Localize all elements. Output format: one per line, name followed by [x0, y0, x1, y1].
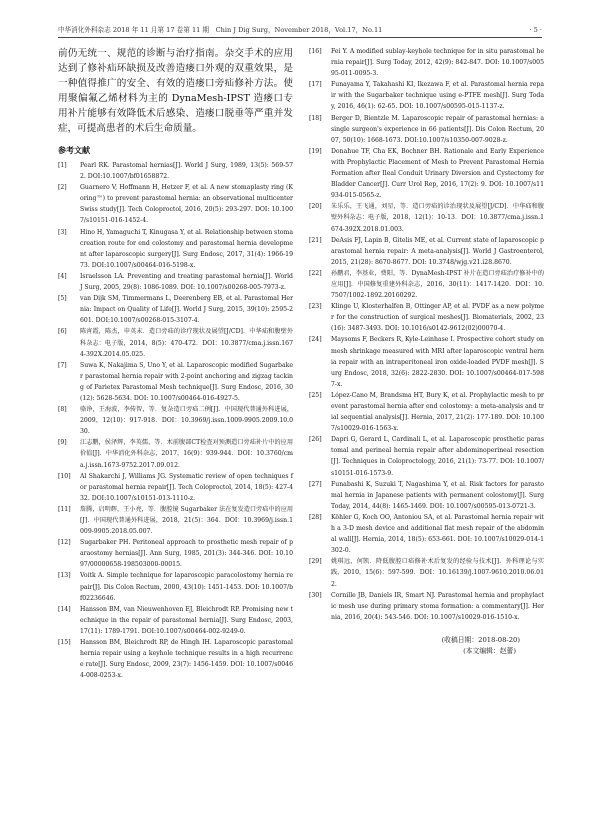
reference-number: [20] — [309, 203, 322, 211]
reference-number: [7] — [58, 361, 67, 369]
reference-item — [309, 79, 544, 112]
reference-item — [58, 360, 293, 404]
reference-item — [58, 570, 293, 603]
reference-number: [23] — [309, 303, 322, 311]
reference-number: [25] — [309, 391, 322, 399]
reference-item — [309, 201, 544, 234]
reference-item — [58, 604, 293, 637]
reference-text: Hansson BM, Bleichrodt RP, de Hingh IH. Laparoscopic parastomal hernia repair using a keyhole technique results in a high recurrence rate[J]. Surg Endosc, 2009, 23(7): 1456-1459. DOI: 10.1007/s00464-008-0253-x. — [80, 639, 293, 680]
reference-number: [30] — [309, 591, 322, 599]
received-date: (收稿日期：2018-08-20) — [441, 635, 520, 644]
reference-number: [14] — [58, 605, 71, 613]
reference-number: [15] — [58, 639, 71, 647]
reference-item — [309, 556, 544, 589]
reference-number: [12] — [58, 539, 71, 547]
reference-item — [309, 590, 544, 623]
reference-text: 陈宵霞，陈杰，申英末．造口旁疝的诊疗现状及展望[J/CD]．中华疝和腹壁外科杂志：电子版，2014，8(5)：470-472．DOI：10.3877/cma.j.issn.1674-392X.2014.05.025. — [80, 328, 293, 358]
reference-number: [5] — [58, 295, 67, 303]
reference-text: 骆诤，王海波，李传智，等．复杂造口旁疝二例[J]．中国现代普通外科进展，2009，12(10)：917-918．DOI：10.3969/j.issn.1009-9905.2009.10.030. — [80, 406, 293, 436]
running-header — [58, 22, 542, 38]
reference-text: Cornille JB, Daniels IR, Smart NJ. Parastomal hernia and prophylactic mesh use during primary stoma formation: a commentary[J]. Hernia, 2016, 20(4): 543-546. DOI: 10.1007/s10029-016-1510-x. — [331, 591, 544, 621]
reference-text: Dapri G, Gerard L, Cardinali L, et al. Laparoscopic prosthetic parastomal and perineal hernia repair after abdominoperineal resection[J]. Techniques in Coloproctology, 2016, 21(1): 73-77. DOI: 10.1007/s10151-016-1573-9. — [331, 436, 544, 477]
reference-number: [9] — [58, 439, 67, 447]
reference-number: [6] — [58, 328, 67, 336]
reference-text: Suwa K, Nakajima S, Uno Y, et al. Laparoscopic modified Sugarbaker parastomal hernia repair with 2-point anchoring and zigzag tacking of Parietex Parastomal Mesh technique[J]. Surg Endosc, 2016, 30(12): 5628-5634. DOI: 10.1007/s00464-016-4927-5. — [80, 361, 293, 402]
reference-text: Köhler G, Koch OO, Antoniou SA, et al. Parastomal hernia repair with a 3-D mesh device and additional flat mesh repair of the abdominal wall[J]. Hernia, 2014, 18(5): 653-661. DOI: 10.1007/s10029-014-1302-0. — [331, 513, 544, 555]
reference-number: [11] — [58, 505, 71, 513]
reference-item — [58, 471, 293, 504]
reference-text: Voitk A. Simple technique for laparoscopic paracolostomy hernia repair[J]. Dis Colon Rectum, 2000, 43(10): 1451-1453. DOI: 10.1007/bf02236646. — [80, 572, 293, 602]
reference-number: [8] — [58, 406, 67, 414]
reference-number: [22] — [309, 269, 322, 277]
reference-number: [4] — [58, 272, 67, 280]
journal-citation: 中华消化外科杂志 2018 年 11 月第 17 卷第 11 期 Chin J Dig Surg，November 2018，Vol.17，No.11 — [58, 26, 383, 34]
reference-text: Maysoms F, Beckers R, Kyle-Leinhase I. Prospective cohort study on mesh shrinkage measured with MRI after laparoscopic ventral hernia repair with an intraperitoneal iron oxide-loaded PVDF mesh[J]. Surg Endosc, 2018, 32(6): 2822-2830. DOI: 10.1007/s00464-017-5987-x. — [331, 336, 544, 388]
reference-list-right — [309, 46, 544, 623]
reference-item — [58, 293, 293, 326]
reference-text: Klinge U, Klosterhalfen B, Ottinger AP, et al. PVDF as a new polymer for the construction of surgical meshes[J]. Biomaterials, 2002, 23(16): 3487-3493. DOI: 10.1016/s0142-9612(02)00070-4. — [331, 303, 544, 333]
reference-number: [27] — [309, 480, 322, 488]
reference-item — [309, 390, 544, 434]
reference-text: Funabashi K, Suzuki T, Nagashima Y, et al. Risk factors for parastomal hernia in Japanese patients with permanent colostomy[J]. Surg Today, 2014, 44(8): 1465-1469. DOI: 10.1007/s00595-013-0721-3. — [331, 480, 544, 510]
reference-number: [24] — [309, 336, 322, 344]
reference-text: Hansson BM, van Nieuwenhoven EJ, Bleichrodt RP. Promising new technique in the repair of parastomal hernia[J]. Surg Endosc, 2003, 17(11): 1789-1791. DOI:10.1007/s00464-002-9249-0. — [80, 605, 293, 635]
reference-number: [3] — [58, 228, 67, 236]
reference-item — [58, 537, 293, 570]
reference-item — [58, 326, 293, 359]
reference-item — [309, 146, 544, 201]
reference-item — [309, 268, 544, 301]
reference-list-left — [58, 160, 293, 681]
page-number: · 5 · — [529, 26, 542, 34]
reference-number: [18] — [309, 114, 322, 122]
reference-text: Guarnero V, Hoffmann H, Hetzer F, et al. A new stomaplasty ring (Koring™) to prevent parastomal hernia: an observational multicenter Swiss study[J]. Tech Coloproctol, 2016, 20(5): 293-297. DOI: 10.1007/s10151-016-1452-4. — [80, 184, 293, 225]
reference-item — [58, 437, 293, 470]
right-column — [309, 46, 544, 657]
reference-text: 江志鹏，侯泽辉，李英儒，等．术前腹部CT检查对预测造口旁疝补片中的应用价值[J]．中华消化外科杂志，2017，16(9)：939-944．DOI：10.3760/cma.j.issn.1673-9752.2017.09.012. — [80, 439, 293, 469]
reference-text: Funayama Y, Takahashi KI, Ikezawa F, et al. Parastomal hernia repair with the Sugarbaker technique using e-PTFE mesh[J]. Surg Today, 2016, 46(1): 62-65. DOI: 10.1007/s00595-015-1137-z. — [331, 81, 544, 111]
reference-item — [58, 182, 293, 226]
reference-number: [16] — [309, 48, 322, 55]
header-rule — [58, 37, 542, 38]
reference-item — [309, 334, 544, 389]
left-column — [58, 46, 293, 681]
reference-text: Sugarbaker PH. Peritoneal approach to prosthetic mesh repair of paraostomy hernias[J]. Ann Surg, 1985, 201(3): 344-346. DOI: 10.1097/00000658-198503000-00015. — [80, 539, 293, 569]
reference-item — [309, 434, 544, 478]
reference-text: Pearl RK. Parastomal hernias[J]. World J Surg, 1989, 13(5): 569-572. DOI:10.1007/bf01658872. — [80, 162, 293, 181]
reference-text: Hino H, Yamaguchi T, Kinugasa Y, et al. Relationship between stoma creation route for end colostomy and parastomal hernia development after laparoscopic surgery[J]. Surg Endosc, 2017, 31(4): 1966-1973. DOI:10.1007/s00464-016-5198-x. — [80, 228, 293, 269]
reference-text: Israelsson LA. Preventing and treating parastomal hernia[J]. World J Surg, 2005, 29(8): 1086-1089. DOI: 10.1007/s00268-005-7973-z. — [80, 272, 293, 292]
reference-item — [58, 637, 293, 681]
reference-text: 詹腾，启明辉，王小亮，等．腹腔镜 Sugarbaker 法在复发造口旁疝中的应用[J]．中国现代普通外科进展，2018，21(5)：364．DOI：10.3969/j.issn.1009-9905.2018.05.007. — [80, 505, 293, 536]
reference-number: [19] — [309, 147, 322, 155]
reference-text: 姚琪远，何凯．降低腹腔口疝修补术后复发的经验与技术[J]．外科理论与实践，2010，15(6)：597-599．DOI：10.16139/j.1007-9610.2010.06.012. — [331, 558, 544, 588]
reference-item — [309, 301, 544, 334]
reference-text: van Dijk SM, Timmermans L, Deerenberg EB, et al. Parastomal Hernia: Impact on Quality of Life[J]. World J Surg, 2015, 39(10): 2595-2601. DOI:10.1007/s00268-015-3107-4. — [80, 295, 293, 325]
references-heading: 参考文献 — [58, 146, 90, 155]
reference-text: Al Shakarchi J, Williams JG. Systematic review of open techniques for parastomal hernia repair[J]. Tech Coloproctol, 2014, 18(5): 427-432. DOI:10.1007/s10151-013-1110-z. — [80, 472, 293, 502]
reference-number: [28] — [309, 513, 322, 521]
reference-text: López-Cano M, Brandsma HT, Bury K, et al. Prophylactic mesh to prevent parastomal hernia after end colostomy: a meta-analysis and trial sequential analysis[J]. Hernia, 2017, 21(2): 177-189. DOI: 10.1007/s10029-016-1563-x. — [331, 391, 544, 433]
reference-number: [26] — [309, 436, 322, 444]
reference-item — [58, 404, 293, 437]
reference-text: Berger D, Bientzle M. Laparoscopic repair of parastomal hernias: a single surgeon's experience in 66 patients[J]. Dis Colon Rectum, 2007, 50(10): 1668-1673. DOI:10.1007/s10350-007-9028-z. — [331, 114, 544, 144]
reference-number: [2] — [58, 184, 67, 192]
reference-text: Fei Y. A modified sublay-keyhole technique for in situ parastomal hernia repair[J]. Surg Today, 2012, 42(9): 842-847. DOI: 10.1007/s00595-011-0095-3. — [331, 48, 544, 78]
body-paragraph: 前仍无统一、规范的诊断与治疗指南。杂交手术的应用达到了修补疝环缺损及改善造瘘口外观的双重效果，是一种值得推广的安全、有效的造瘘口旁疝修补方法。使用聚偏氟乙烯材料为主的 DynaMesh-IPST 造瘘口专用补片能够有效降低术后感染、造瘘口脱垂等严重并发症，可提高患者的术后生命质量。 — [58, 48, 293, 134]
reference-item — [58, 227, 293, 271]
reference-item — [309, 113, 544, 146]
editor-credit: (本文编辑：赵蕾) — [463, 646, 516, 655]
reference-text: DeAsis FJ, Lapin B, Gitelis ME, et al. Current state of laparoscopic parastomal hernia repair: A meta-analysis[J]. World J Gastroenterol, 2015, 21(28): 8670-8677. DOI: 10.3748/wjg.v21.i28.8670. — [331, 236, 544, 266]
reference-number: [29] — [309, 558, 322, 566]
reference-item — [58, 504, 293, 537]
reference-number: [21] — [309, 236, 322, 244]
reference-item — [58, 160, 293, 182]
reference-text: 朱乐乐，王飞通，刘星，等．造口旁疝的诊治现状及展望[J/CD]．中华疝和腹壁外科杂志：电子版，2018，12(1)：10-13．DOI：10.3877/cma.j.issn.1674-392X.2018.01.003. — [331, 203, 544, 233]
reference-number: [10] — [58, 472, 71, 480]
reference-number: [1] — [58, 162, 67, 169]
reference-item — [58, 271, 293, 293]
reference-text: Donahue TF, Cha EK, Bochner BH. Rationale and Early Experience with Prophylactic Placement of Mesh to Prevent Parastomal Hernia Formation after Ileal Conduit Urinary Diversion and Cystectomy for Bladder Cancer[J]. Curr Urol Rep, 2016, 17(2): 9. DOI: 10.1007/s11934-015-0565-z. — [331, 147, 544, 200]
reference-item — [309, 512, 544, 556]
reference-item — [309, 46, 544, 79]
reference-item — [309, 479, 544, 512]
reference-item — [309, 235, 544, 268]
reference-number: [17] — [309, 81, 322, 89]
reference-text: 孙鹏君，李基业，费阳，等．DynaMesh-IPST 补片在造口旁疝治疗修补中的应用[J]．中国修复重建外科杂志，2016，30(11)：1417-1420．DOI：10.7507/1002-1892.20160292. — [331, 269, 544, 300]
reference-number: [13] — [58, 572, 71, 580]
